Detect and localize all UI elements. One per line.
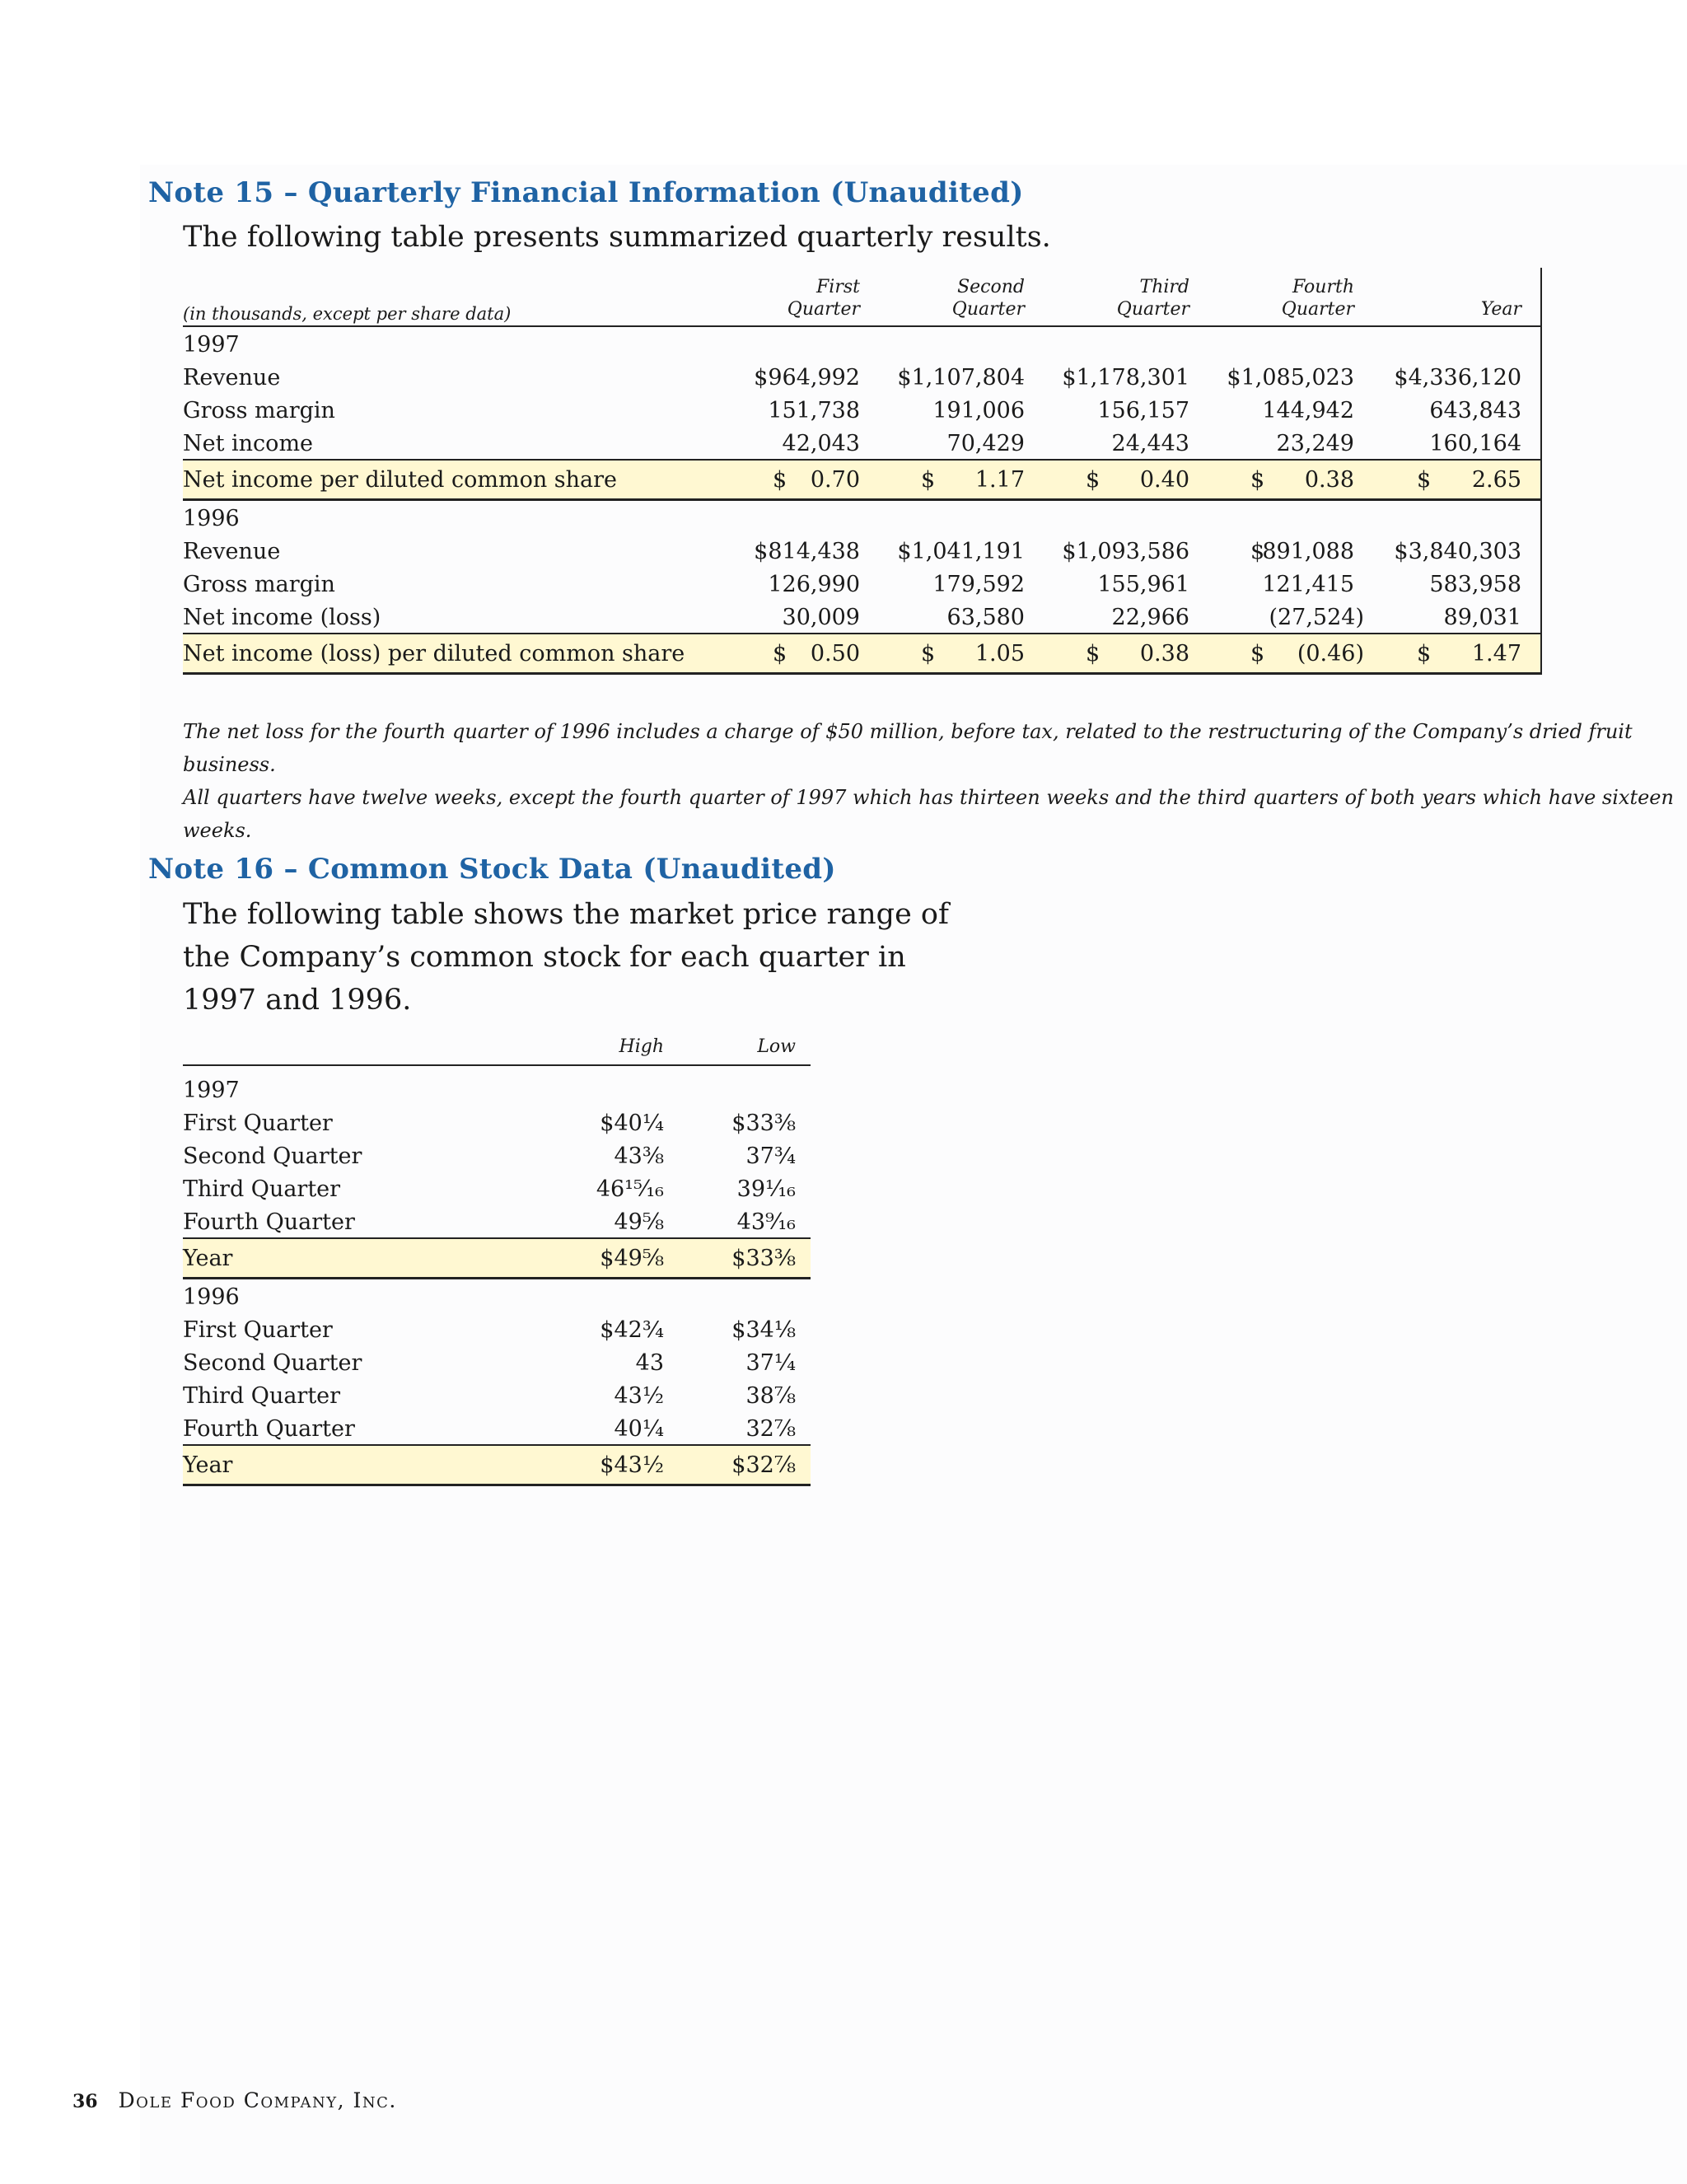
quarterly-results-table xyxy=(183,268,1542,675)
table-row: Gross margin 126,990 179,592 155,961 121,415 583,958 xyxy=(183,572,1521,597)
table-row: Second Quarter 43 37¼ xyxy=(183,1350,796,1376)
header-first-quarter: First Quarter xyxy=(787,277,860,320)
year-row: 1996 xyxy=(183,506,240,531)
company-name: Dole Food Company, Inc. xyxy=(118,2088,397,2112)
table-header xyxy=(183,268,1540,327)
table-row: Net income (loss) 30,009 63,580 22,966 (27,524) 89,031 xyxy=(183,605,1521,630)
stock-price-table xyxy=(183,1036,811,1486)
year-row: 1997 xyxy=(183,332,240,358)
highlighted-row-year-1997: Year $49⅝ $33⅜ xyxy=(183,1237,811,1279)
table-row: Revenue $964,992 $1,107,804 $1,178,301 $1,085,023 $4,336,120 xyxy=(183,365,1521,391)
header-fourth-quarter: Fourth Quarter xyxy=(1281,277,1354,320)
table-row: Third Quarter 46¹⁵⁄₁₆ 39¹⁄₁₆ xyxy=(183,1176,796,1202)
table-row: Gross margin 151,738 191,006 156,157 144,942 643,843 xyxy=(183,398,1521,423)
note-15-intro: The following table presents summarized quarterly results. xyxy=(183,221,1051,254)
table-row: Fourth Quarter 49⅝ 43⁹⁄₁₆ xyxy=(183,1209,796,1235)
footnote xyxy=(183,715,1687,847)
highlighted-row-year-1996: Year $43½ $32⅞ xyxy=(183,1444,811,1486)
header-high: High xyxy=(619,1036,664,1057)
table-row: Fourth Quarter 40¼ 32⅞ xyxy=(183,1416,796,1442)
table-row: First Quarter $40¼ $33⅜ xyxy=(183,1111,796,1136)
page-footer xyxy=(72,2088,397,2112)
table-row: Revenue $814,438 $1,041,191 $1,093,586 $ 891,088 $3,840,303 xyxy=(183,539,1521,564)
units-label: (in thousands, except per share data) xyxy=(183,304,512,324)
table-row: Second Quarter 43⅜ 37¾ xyxy=(183,1143,796,1169)
note-15-title: Note 15 – Quarterly Financial Information (Unaudited) xyxy=(148,176,1024,209)
footnote-line-2: All quarters have twelve weeks, except the fourth quarter of 1997 which has thirteen weeks and the third quarters of both years which have sixteen weeks. xyxy=(183,786,1674,842)
header-third-quarter: Third Quarter xyxy=(1116,277,1189,320)
note-16-intro: The following table shows the market price range of the Company’s common stock for each quarter in 1997 and 1996. xyxy=(183,898,949,1017)
footnote-line-1: The net loss for the fourth quarter of 1996 includes a charge of $50 million, before tax, related to the restructuring of the Company’s dried fruit business. xyxy=(183,720,1633,776)
table-row: Third Quarter 43½ 38⅞ xyxy=(183,1383,796,1409)
note-16-title: Note 16 – Common Stock Data (Unaudited) xyxy=(148,853,836,886)
header-low: Low xyxy=(757,1036,796,1057)
table-header xyxy=(183,1036,811,1066)
highlighted-row-per-share-1997: Net income per diluted common share $ $ $ $ $ 0.70 1.17 0.40 0.38 2.65 xyxy=(183,459,1540,501)
table-row: Net income 42,043 70,429 24,443 23,249 160,164 xyxy=(183,431,1521,456)
year-row: 1996 xyxy=(183,1284,240,1310)
header-second-quarter: Second Quarter xyxy=(951,277,1025,320)
page-number: 36 xyxy=(72,2091,98,2112)
header-year: Year xyxy=(1480,299,1521,320)
year-row: 1997 xyxy=(183,1078,240,1103)
table-row: First Quarter $42¾ $34⅛ xyxy=(183,1317,796,1343)
highlighted-row-per-share-1996: Net income (loss) per diluted common share $ $ $ $ $ 0.50 1.05 0.38 (0.46) 1.47 xyxy=(183,633,1540,675)
